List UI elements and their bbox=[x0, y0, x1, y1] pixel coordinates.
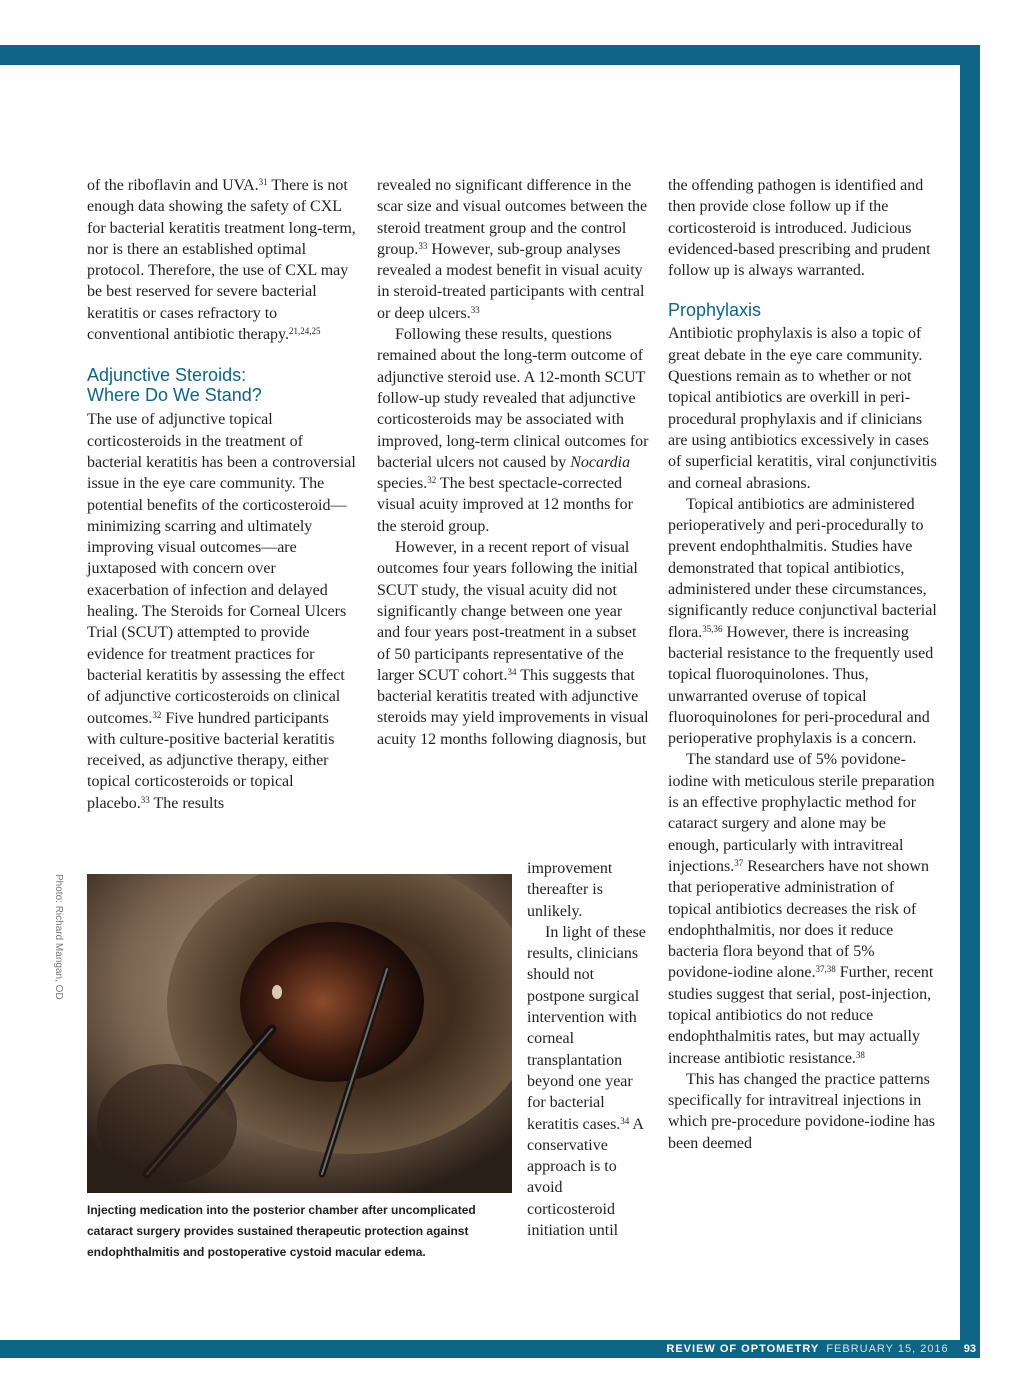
paragraph bbox=[668, 749, 940, 1068]
citation: 31 bbox=[258, 177, 268, 187]
top-accent-bar bbox=[0, 45, 980, 65]
text: There is not enough data showing the safety of CXL for bacterial keratitis treatment long-term, nor is there an established optimal protocol. Therefore, the use of CXL may be best reserved for severe bacterial keratitis or cases refractory to conventional antibiotic therapy. bbox=[87, 177, 356, 344]
column-2 bbox=[377, 175, 649, 750]
paragraph: the offending pathogen is identified and then provide close follow up if the corticosteroid is introduced. Judicious evidenced-based prescribing and prudent follow up is always warranted. bbox=[668, 177, 931, 280]
text: Further, recent studies suggest that serial, post-injection, topical antibiotics do not reduce endophthalmitis rates, but may actually increase antibiotic resistance. bbox=[668, 964, 934, 1067]
text: The best spectacle-corrected visual acuity improved at 12 months for the steroid group. bbox=[377, 475, 633, 535]
right-accent-bar bbox=[960, 45, 980, 1340]
paragraph bbox=[87, 175, 359, 345]
paragraph bbox=[527, 922, 647, 1241]
text: Five hundred participants with culture-positive bacterial keratitis received, as adjunctive therapy, either topical corticosteroids or topical placebo. bbox=[87, 709, 335, 812]
citation: 35,36 bbox=[702, 623, 723, 634]
page-number: 93 bbox=[963, 1343, 976, 1355]
paragraph bbox=[377, 324, 649, 537]
column-1 bbox=[87, 175, 359, 814]
citation: 34 bbox=[620, 1115, 630, 1126]
paragraph bbox=[87, 409, 359, 814]
citation: 34 bbox=[507, 666, 517, 677]
column-2-continued bbox=[527, 858, 647, 1241]
eye-surgery-photo bbox=[87, 874, 512, 1193]
heading-line: Adjunctive Steroids: bbox=[87, 365, 247, 386]
text: Researchers have not shown that perioperative administration of topical antibiotics decreases the risk of endophthalmitis, nor does it reduce bacteria flora beyond that of 5% povidone-iodine alone. bbox=[668, 857, 929, 982]
text: The results bbox=[149, 794, 225, 812]
issue-date: FEBRUARY 15, 2016 bbox=[826, 1343, 949, 1355]
text: However, there is increasing bacterial resistance to the frequently used topical fluoroquinolones. Thus, unwarranted overuse of topical fluoroquinolones for peri-procedural and perioperative prophylaxis is a concern. bbox=[668, 623, 934, 748]
paragraph bbox=[668, 494, 940, 750]
text: In light of these results, clinicians should not postpone surgical intervention with corneal transplantation beyond one year for bacterial keratitis cases. bbox=[527, 923, 646, 1133]
text: The standard use of 5% povidone-iodine with meticulous sterile preparation is an effective prophylactic method for cataract surgery and alone may be enough, particularly with intravitreal injections. bbox=[668, 751, 935, 875]
text: However, in a recent report of visual outcomes four years following the initial SCUT study, the visual acuity did not significantly change between one year and four years post-treatment in a subset of 50 participants representative of the larger SCUT cohort. bbox=[377, 539, 638, 684]
photo-caption: Injecting medication into the posterior chamber after uncomplicated cataract surgery provides sustained therapeutic protection against endophthalmitis and postoperative cystoid macular edema. bbox=[87, 1203, 476, 1259]
text: of the riboflavin and UVA. bbox=[87, 177, 259, 194]
text: This suggests that bacterial keratitis treated with adjunctive steroids may yield improvements in visual acuity 12 months following diagnosis, but bbox=[377, 666, 649, 748]
text: The use of adjunctive topical corticosteroids in the treatment of bacterial keratitis has been a controversial issue in the eye care community. The potential benefits of the corticosteroid—minimizing scarring and ultimately improving visual outcomes—are juxtaposed with concern over exacerbation of infection and delayed healing. The Steroids for Corneal Ulcers Trial (SCUT) attempted to provide evidence for treatment practices for bacterial keratitis by assessing the effect of adjunctive corticosteroids on clinical outcomes. bbox=[87, 411, 356, 727]
paragraph: improvement thereafter is unlikely. bbox=[527, 860, 613, 920]
footer bbox=[666, 1341, 976, 1357]
section-heading-adjunctive-steroids bbox=[87, 365, 359, 405]
publication-name: REVIEW OF OPTOMETRY bbox=[666, 1343, 820, 1355]
text: However, sub-group analyses revealed a modest benefit in visual acuity in steroid-treated participants with central or deep ulcers. bbox=[377, 240, 645, 322]
citation: 33 bbox=[140, 794, 150, 805]
paragraph: Antibiotic prophylaxis is also a topic of great debate in the eye care community. Questions remain as to whether or not topical antibiotics are overkill in peri-procedural prophylaxis and if clinicians are using antibiotics excessively in cases of superficial keratitis, viral conjunctivitis and corneal abrasions. bbox=[668, 325, 937, 492]
paragraph bbox=[377, 175, 649, 324]
citation: 37 bbox=[734, 857, 744, 868]
eye-surgery-illustration bbox=[87, 874, 512, 1193]
citation: 37,38 bbox=[815, 964, 836, 975]
italic-term: Nocardia bbox=[570, 453, 631, 471]
photo-credit: Photo: Richard Mangan, OD bbox=[53, 874, 64, 1000]
text: species. bbox=[377, 475, 428, 493]
citation: 21,24,25 bbox=[289, 326, 321, 337]
text: A conservative approach is to avoid corticosteroid initiation until bbox=[527, 1115, 644, 1240]
paragraph: This has changed the practice patterns specifically for intravitreal injections in which pre-procedure povidone-iodine has been deemed bbox=[668, 1070, 936, 1152]
text: Following these results, questions remained about the long-term outcome of adjunctive steroid use. A 12-month SCUT follow-up study revealed that adjunctive corticosteroids may be associated with improved, long-term clinical outcomes for bacterial ulcers not caused by bbox=[377, 326, 649, 471]
section-heading-prophylaxis: Prophylaxis bbox=[668, 300, 762, 321]
text: revealed no significant difference in the scar size and visual outcomes between the steroid treatment group and the control group. bbox=[377, 177, 648, 258]
text: Topical antibiotics are administered perioperatively and peri-procedurally to prevent endophthalmitis. Studies have demonstrated that topical antibiotics, administered under these circumstances, significantly reduce conjunctival bacterial flora. bbox=[668, 495, 937, 641]
heading-line: Where Do We Stand? bbox=[87, 385, 262, 406]
citation: 32 bbox=[152, 709, 162, 720]
citation: 38 bbox=[855, 1049, 865, 1060]
citation: 33 bbox=[470, 304, 480, 315]
citation: 33 bbox=[418, 240, 428, 251]
citation: 32 bbox=[427, 475, 437, 486]
paragraph bbox=[377, 537, 649, 750]
column-3 bbox=[668, 175, 940, 1154]
